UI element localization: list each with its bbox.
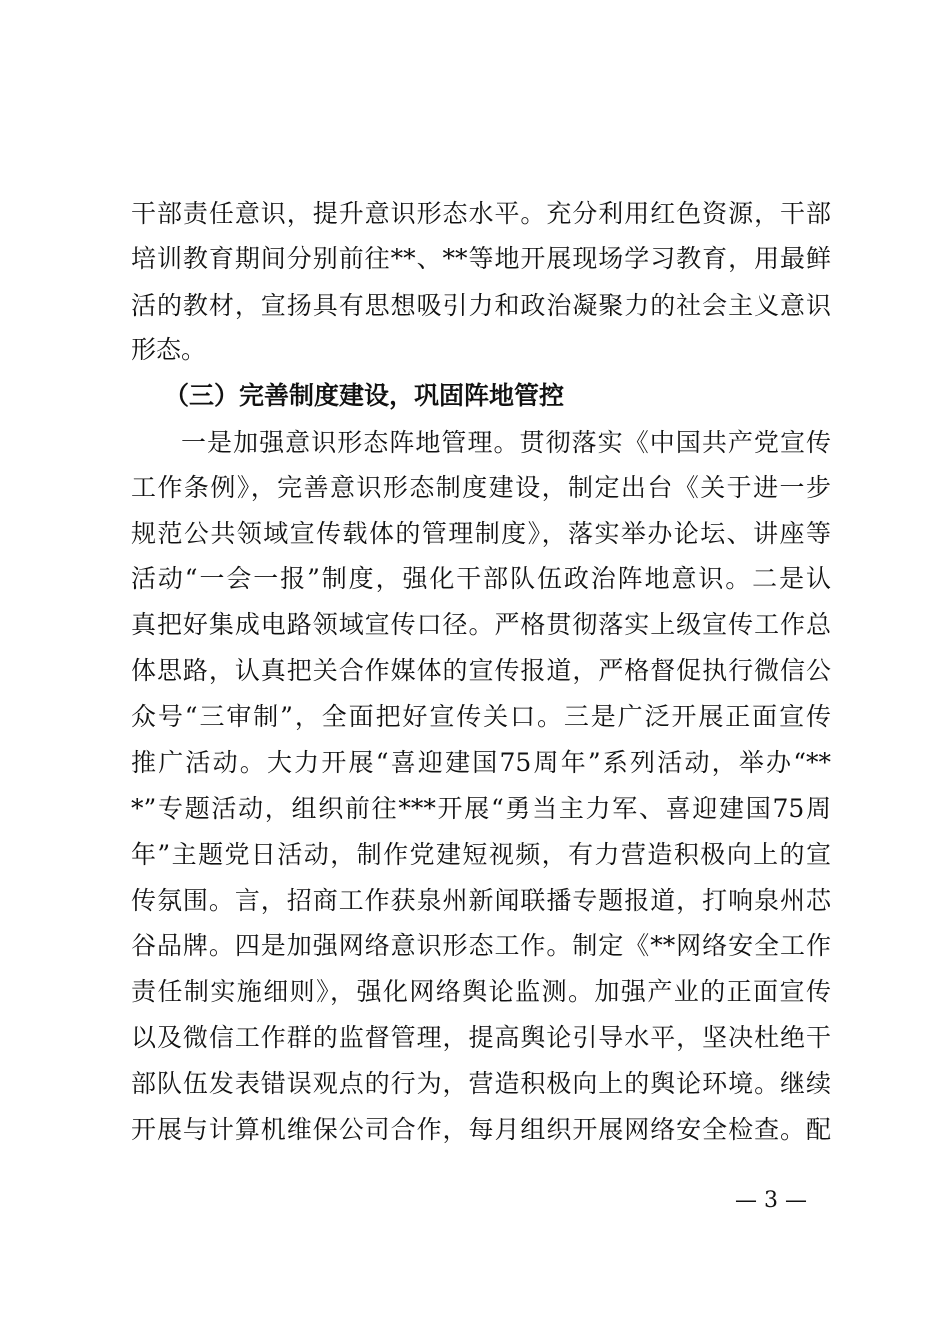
paragraph-line: 真把好集成电路领域宣传口径。严格贯彻落实上级宣传工作总 [131,610,831,639]
paragraph-line: 活动“一会一报”制度，强化干部队伍政治阵地意识。二是认 [131,564,831,593]
paragraph-line: 一是加强意识形态阵地管理。贯彻落实《中国共产党宣传 [181,428,831,457]
paragraph-line: 传氛围。言，招商工作获泉州新闻联播专题报道，打响泉州芯 [131,886,831,915]
paragraph-line: 开展与计算机维保公司合作，每月组织开展网络安全检查。配 [131,1115,831,1144]
page-number: — 3 — [735,1188,807,1213]
paragraph-line: 谷品牌。四是加强网络意识形态工作。制定《**网络安全工作 [131,931,831,960]
paragraph-line: 干部责任意识，提升意识形态水平。充分利用红色资源，干部 [131,199,831,228]
paragraph-line: 形态。 [131,335,207,364]
paragraph-line: 工作条例》，完善意识形态制度建设，制定出台《关于进一步 [131,473,831,502]
paragraph-line: 以及微信工作群的监督管理，提高舆论引导水平，坚决杜绝干 [131,1023,831,1052]
paragraph-line: 责任制实施细则》，强化网络舆论监测。加强产业的正面宣传 [131,977,831,1006]
paragraph-line: 部队伍发表错误观点的行为，营造积极向上的舆论环境。继续 [131,1069,831,1098]
paragraph-line: 体思路，认真把关合作媒体的宣传报道，严格督促执行微信公 [131,656,831,685]
paragraph-line: 活的教材，宣扬具有思想吸引力和政治凝聚力的社会主义意识 [131,291,831,320]
paragraph-line: 规范公共领域宣传载体的管理制度》，落实举办论坛、讲座等 [131,519,831,548]
paragraph-line: *”专题活动，组织前往***开展“勇当主力军、喜迎建国75周 [131,794,831,823]
paragraph-line: 众号“三审制”，全面把好宣传关口。三是广泛开展正面宣传 [131,702,831,731]
section-heading: （三）完善制度建设，巩固阵地管控 [164,381,565,410]
paragraph-line: 年”主题党日活动，制作党建短视频，有力营造积极向上的宣 [131,840,831,869]
paragraph-line: 培训教育期间分别前往**、**等地开展现场学习教育，用最鲜 [131,244,831,273]
paragraph-line: 推广活动。大力开展“喜迎建国75周年”系列活动，举办“** [131,748,831,777]
